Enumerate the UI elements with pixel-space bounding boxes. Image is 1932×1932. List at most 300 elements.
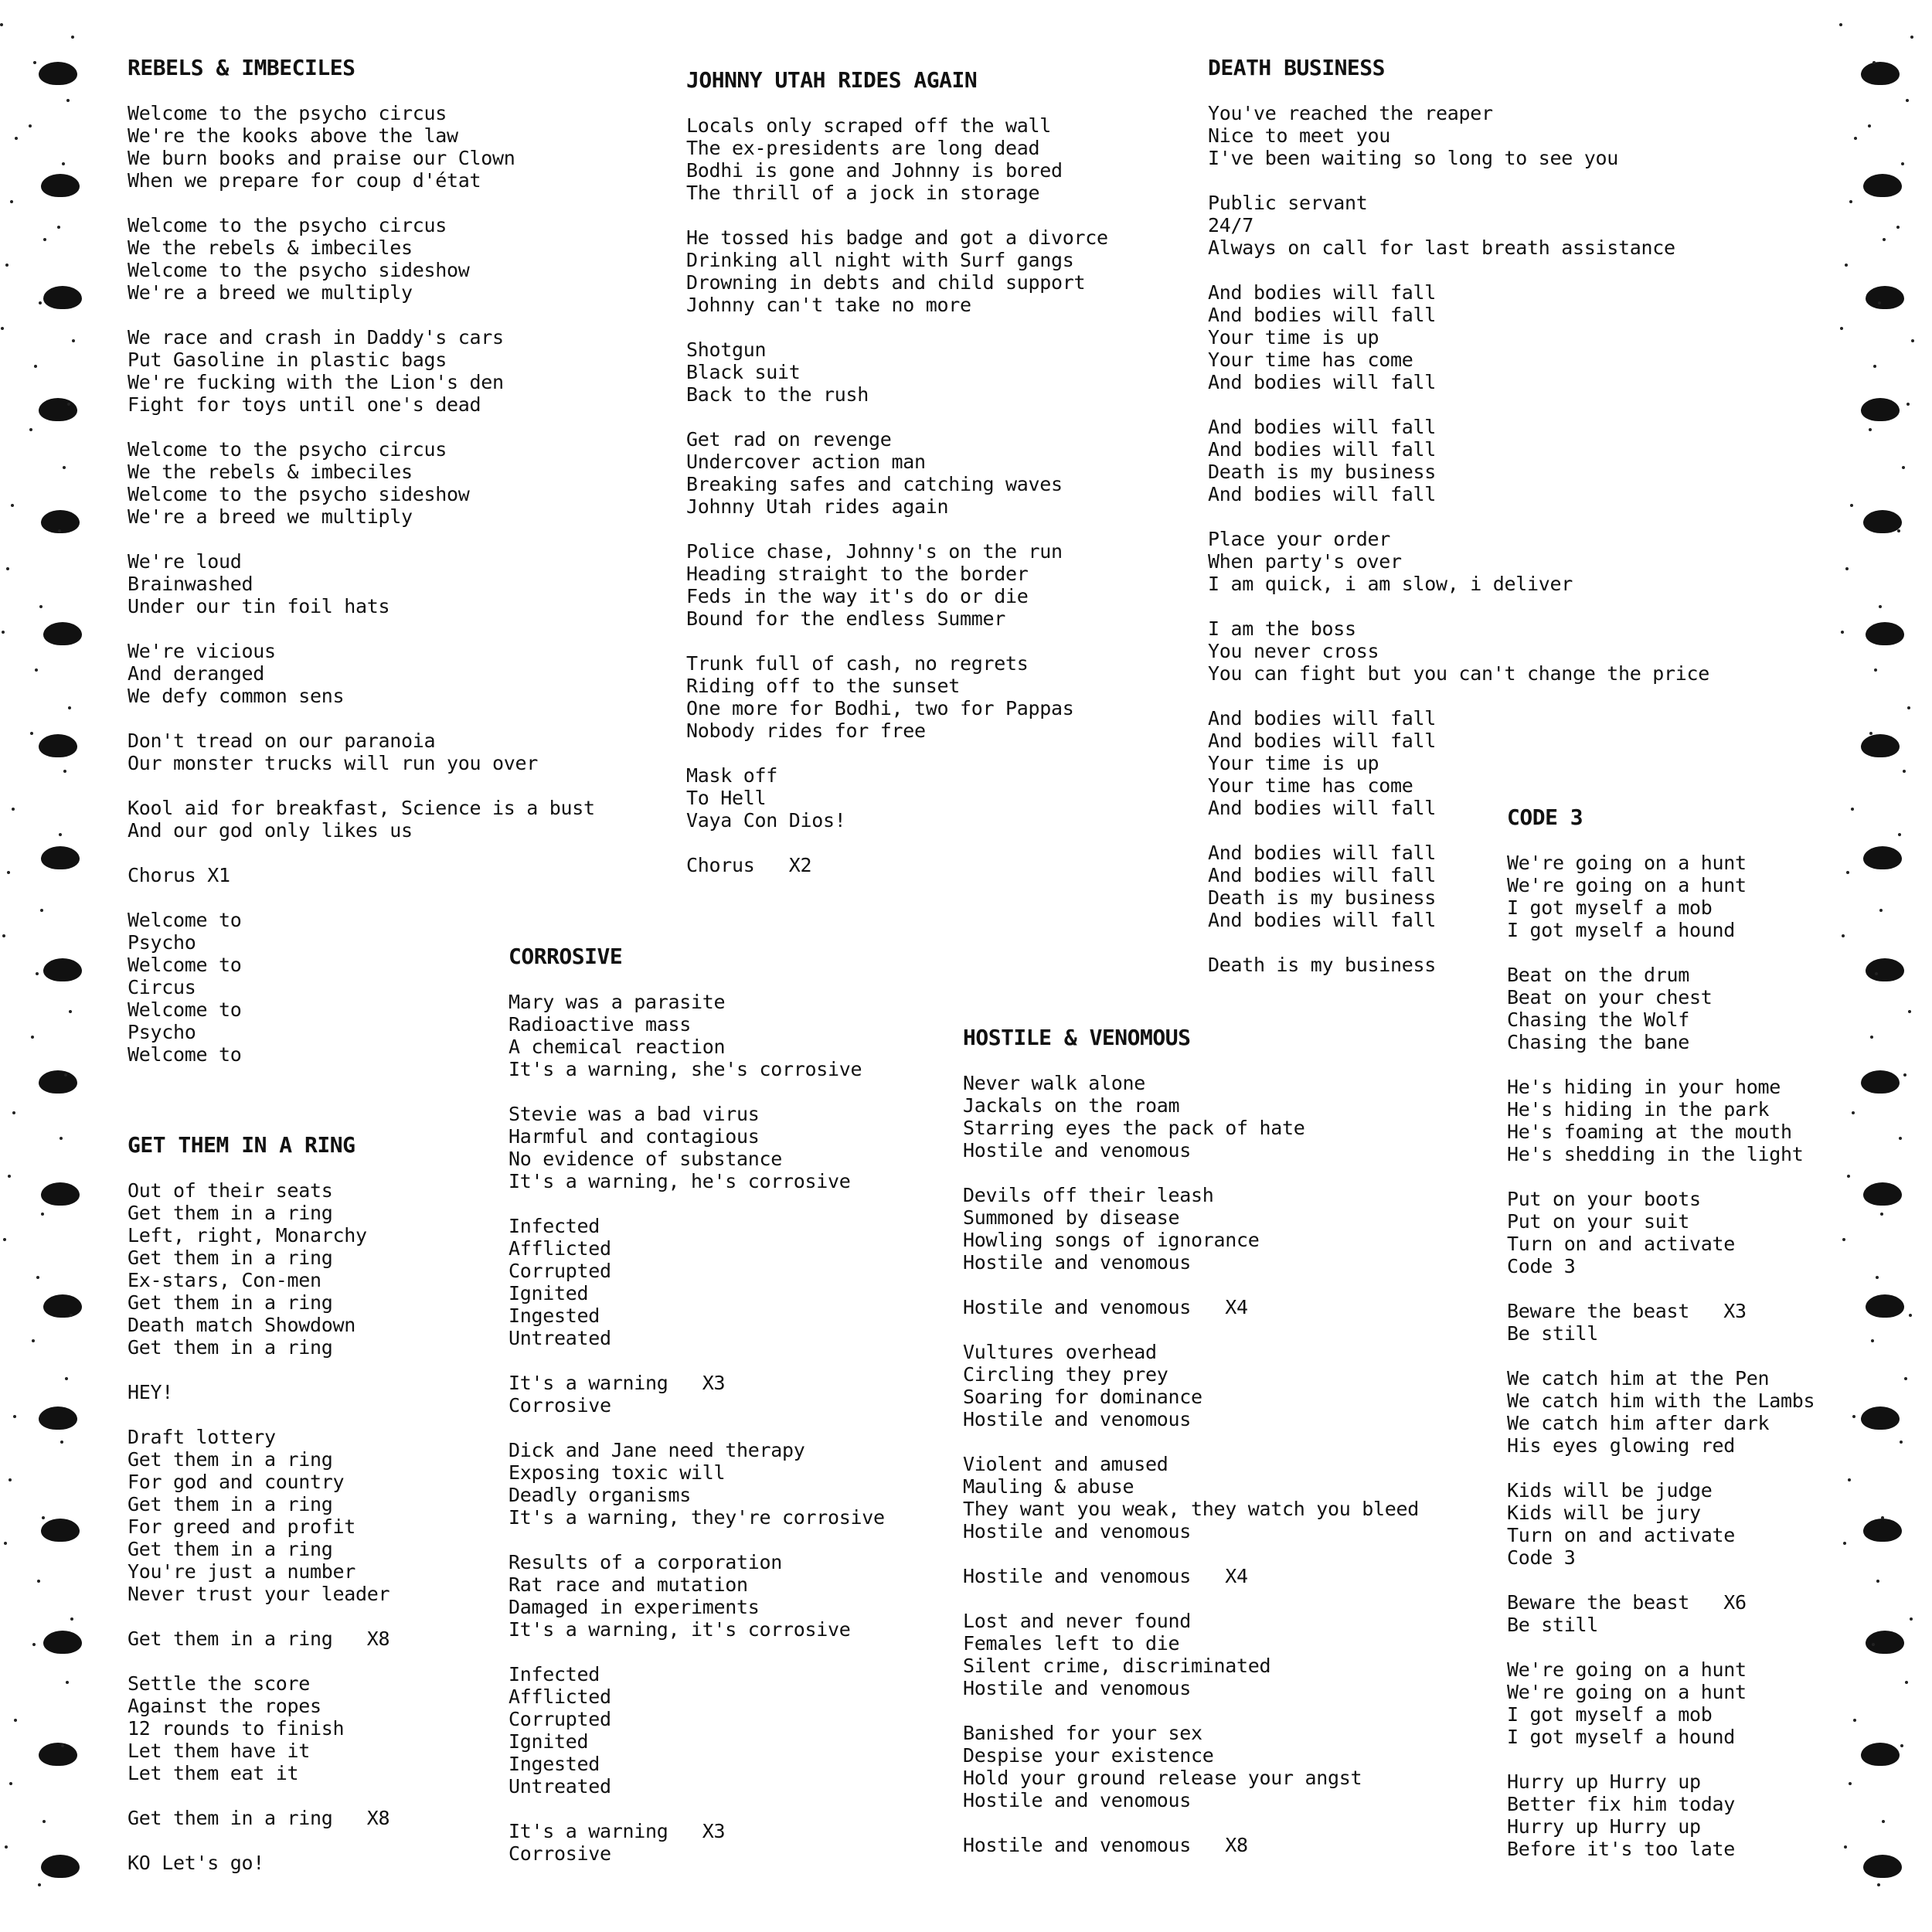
ink-speck: [1849, 200, 1852, 203]
lyric-line: Black suit: [686, 361, 801, 383]
song-title: GET THEM IN A RING: [128, 1132, 355, 1158]
lyric-line: 12 rounds to finish: [128, 1717, 345, 1740]
binder-hole-icon: [41, 1182, 80, 1206]
lyric-line: Psycho: [128, 1021, 196, 1043]
lyric-line: Chorus X2: [686, 854, 812, 876]
ink-speck: [1841, 631, 1844, 634]
lyric-line: Ingested: [509, 1304, 600, 1327]
lyric-line: Get them in a ring: [128, 1202, 333, 1224]
lyric-line: Soaring for dominance: [963, 1386, 1202, 1408]
lyric-line: Better fix him today: [1507, 1793, 1736, 1815]
lyric-line: Our monster trucks will run you over: [128, 752, 539, 774]
lyric-line: We catch him after dark: [1507, 1412, 1770, 1434]
binder-hole-icon: [1866, 958, 1904, 981]
lyric-line: Get them in a ring: [128, 1247, 333, 1269]
lyric-line: It's a warning, they're corrosive: [509, 1506, 885, 1529]
song-rebels-imbeciles: [128, 56, 622, 1088]
lyric-line: And bodies will fall: [1208, 281, 1437, 304]
lyric-line: Hurry up Hurry up: [1507, 1770, 1701, 1793]
binder-hole-icon: [1861, 398, 1900, 421]
lyric-line: Under our tin foil hats: [128, 595, 390, 617]
stanza: [686, 114, 1181, 204]
stanza: [963, 1453, 1458, 1543]
lyric-line: For greed and profit: [128, 1515, 356, 1538]
lyric-line: Chorus X1: [128, 864, 230, 886]
lyric-line: Nobody rides for free: [686, 719, 926, 742]
lyric-line: Corrosive: [509, 1842, 611, 1865]
lyric-line: Howling songs of ignorance: [963, 1229, 1260, 1251]
lyric-line: Never trust your leader: [128, 1583, 390, 1605]
ink-speck: [1, 327, 4, 330]
lyric-line: Welcome to: [128, 954, 242, 976]
lyric-line: Chasing the Wolf: [1507, 1009, 1690, 1031]
ink-speck: [36, 1276, 39, 1279]
lyric-line: Results of a corporation: [509, 1551, 783, 1573]
ink-speck: [1896, 226, 1900, 229]
lyric-line: We're vicious: [128, 640, 276, 662]
ink-speck: [0, 23, 3, 26]
binder-hole-icon: [43, 958, 82, 981]
binder-hole-icon: [1866, 286, 1904, 309]
lyric-line: One more for Bodhi, two for Pappas: [686, 697, 1074, 719]
lyric-line: Before it's too late: [1507, 1838, 1736, 1860]
lyric-line: Hostile and venomous X4: [963, 1565, 1248, 1587]
binder-hole-icon: [1863, 510, 1902, 533]
lyric-line: Kids will be judge: [1507, 1479, 1713, 1502]
lyric-line: Your time is up: [1208, 752, 1379, 774]
lyric-line: We're a breed we multiply: [128, 281, 413, 304]
ink-speck: [15, 137, 18, 140]
ink-speck: [1850, 504, 1853, 507]
ink-speck: [63, 770, 66, 773]
right-binder-holes: [1839, 0, 1932, 1932]
binder-hole-icon: [43, 1631, 82, 1654]
lyric-line: Out of their seats: [128, 1179, 333, 1202]
lyric-line: I am the boss: [1208, 617, 1356, 640]
ink-speck: [33, 61, 36, 64]
lyric-line: Hostile and venomous: [963, 1251, 1192, 1274]
stanza: [1208, 617, 1764, 685]
ink-speck: [11, 504, 14, 507]
lyric-line: Exposing toxic will: [509, 1461, 726, 1484]
ink-speck: [59, 833, 62, 836]
stanza: [1507, 1479, 1847, 1569]
lyric-line: We burn books and praise our Clown: [128, 147, 515, 169]
ink-speck: [6, 567, 9, 570]
binder-hole-icon: [41, 174, 80, 197]
ink-speck: [66, 99, 70, 102]
stanza: [686, 428, 1181, 518]
ink-speck: [37, 1580, 40, 1583]
ink-speck: [1851, 808, 1854, 811]
lyric-line: Your time has come: [1208, 774, 1413, 797]
lyric-line: Beat on your chest: [1507, 986, 1713, 1009]
ink-speck: [40, 909, 43, 912]
ink-speck: [1848, 1478, 1851, 1481]
lyric-line: Banished for your sex: [963, 1722, 1202, 1744]
ink-speck: [60, 1440, 63, 1444]
ink-speck: [35, 668, 38, 672]
ink-speck: [1883, 238, 1886, 241]
lyric-line: Harmful and contagious: [509, 1125, 760, 1148]
lyric-line: Hostile and venomous: [963, 1139, 1192, 1162]
lyric-line: KO Let's go!: [128, 1852, 265, 1874]
lyric-line: Brainwashed: [128, 573, 253, 595]
ink-speck: [57, 226, 60, 229]
lyric-line: Undercover action man: [686, 451, 926, 473]
lyric-line: Shotgun: [686, 338, 767, 361]
lyric-line: Hostile and venomous: [963, 1789, 1192, 1811]
binder-hole-icon: [41, 846, 80, 869]
lyric-line: Get them in a ring: [128, 1493, 333, 1515]
lyric-line: Police chase, Johnny's on the run: [686, 540, 1063, 563]
lyric-line: You can fight but you can't change the price: [1208, 662, 1710, 685]
lyric-line: Death is my business: [1208, 886, 1437, 909]
ink-speck: [12, 1111, 15, 1114]
lyric-line: Hostile and venomous X4: [963, 1296, 1248, 1318]
lyric-line: Welcome to the psycho sideshow: [128, 483, 470, 505]
binder-hole-icon: [1861, 734, 1900, 757]
ink-speck: [12, 808, 15, 811]
binder-hole-icon: [1863, 846, 1902, 869]
stanza: [128, 797, 622, 842]
lyric-line: Settle the score: [128, 1672, 311, 1695]
ink-speck: [1910, 1617, 1913, 1621]
song-code-3: [1507, 805, 1847, 1883]
ink-speck: [36, 972, 39, 975]
ink-speck: [30, 732, 33, 735]
lyric-line: Violent and amused: [963, 1453, 1168, 1475]
lyric-line: We catch him at the Pen: [1507, 1367, 1770, 1389]
lyric-line: Welcome to the psycho circus: [128, 102, 447, 124]
ink-speck: [9, 1478, 12, 1481]
ink-speck: [2, 934, 5, 937]
ink-speck: [1878, 301, 1881, 304]
stanza: [1208, 281, 1764, 393]
lyric-line: A chemical reaction: [509, 1036, 726, 1058]
lyric-line: Your time is up: [1208, 326, 1379, 349]
stanza: [1507, 852, 1847, 941]
lyric-line: You never cross: [1208, 640, 1379, 662]
stanza: [1507, 1300, 1847, 1345]
song-title: HOSTILE & VENOMOUS: [963, 1025, 1191, 1050]
ink-speck: [65, 1377, 68, 1380]
lyric-line: Welcome to the psycho circus: [128, 214, 447, 236]
lyric-line: For god and country: [128, 1471, 345, 1493]
ink-speck: [69, 1010, 72, 1013]
lyric-line: Beat on the drum: [1507, 964, 1690, 986]
lyric-line: Place your order: [1208, 528, 1391, 550]
lyric-line: And bodies will fall: [1208, 730, 1437, 752]
lyric-line: We're going on a hunt: [1507, 1681, 1747, 1703]
song-title: CORROSIVE: [509, 944, 623, 969]
lyric-line: Dick and Jane need therapy: [509, 1439, 805, 1461]
lyric-line: Feds in the way it's do or die: [686, 585, 1029, 607]
stanza: [963, 1722, 1458, 1811]
lyric-line: Damaged in experiments: [509, 1596, 760, 1618]
lyric-line: We're fucking with the Lion's den: [128, 371, 504, 393]
lyric-line: His eyes glowing red: [1507, 1434, 1736, 1457]
stanza: [509, 1103, 1003, 1192]
ink-speck: [29, 124, 32, 128]
lyric-line: Corrosive: [509, 1394, 611, 1417]
lyric-line: It's a warning X3: [509, 1820, 726, 1842]
binder-hole-icon: [1863, 1182, 1902, 1206]
stanza: [686, 764, 1181, 832]
lyric-line: Code 3: [1507, 1546, 1576, 1569]
ink-speck: [1872, 1643, 1875, 1646]
lyric-line: Hostile and venomous: [963, 1408, 1192, 1430]
lyric-line: Untreated: [509, 1327, 611, 1349]
lyric-line: Welcome to: [128, 909, 242, 931]
lyric-line: Welcome to the psycho circus: [128, 438, 447, 461]
ink-speck: [1897, 529, 1900, 532]
lyric-line: Be still: [1507, 1614, 1599, 1636]
stanza: [686, 338, 1181, 406]
lyric-line: It's a warning, he's corrosive: [509, 1170, 851, 1192]
ink-speck: [1903, 770, 1906, 773]
ink-speck: [72, 339, 75, 342]
lyric-line: And bodies will fall: [1208, 438, 1437, 461]
binder-hole-icon: [1866, 1294, 1904, 1318]
binder-hole-icon: [39, 1070, 77, 1094]
lyric-line: Afflicted: [509, 1685, 611, 1708]
ink-speck: [2, 631, 5, 634]
lyric-line: Code 3: [1507, 1255, 1576, 1277]
lyric-line: Circling they prey: [963, 1363, 1168, 1386]
lyric-line: He's shedding in the light: [1507, 1143, 1804, 1165]
lyric-line: It's a warning, it's corrosive: [509, 1618, 851, 1641]
stanza: [1507, 1367, 1847, 1457]
binder-hole-icon: [43, 1294, 82, 1318]
lyric-line: Draft lottery: [128, 1426, 276, 1448]
ink-speck: [13, 1415, 16, 1418]
lyric-line: Psycho: [128, 931, 196, 954]
stanza: [963, 1072, 1458, 1162]
ink-speck: [64, 1073, 67, 1077]
song-title: REBELS & IMBECILES: [128, 55, 355, 80]
ink-speck: [1881, 1516, 1884, 1519]
stanza: [128, 730, 622, 774]
lyric-line: Turn on and activate: [1507, 1524, 1736, 1546]
ink-speck: [66, 1681, 69, 1684]
binder-hole-icon: [39, 398, 77, 421]
lyric-line: Get rad on revenge: [686, 428, 892, 451]
ink-speck: [39, 605, 43, 608]
ink-speck: [1845, 567, 1849, 570]
lyric-line: Stevie was a bad virus: [509, 1103, 760, 1125]
ink-speck: [1852, 1111, 1855, 1114]
ink-speck: [67, 403, 70, 406]
lyric-line: Beware the beast X3: [1507, 1300, 1747, 1322]
lyric-line: No evidence of substance: [509, 1148, 783, 1170]
lyric-line: You've reached the reaper: [1208, 102, 1493, 124]
song-title: JOHNNY UTAH RIDES AGAIN: [686, 67, 978, 93]
lyric-line: Get them in a ring: [128, 1538, 333, 1560]
ink-speck: [39, 301, 42, 304]
lyric-line: Jackals on the roam: [963, 1094, 1180, 1117]
lyric-line: Let them eat it: [128, 1762, 299, 1784]
lyric-line: Rat race and mutation: [509, 1573, 748, 1596]
binder-hole-icon: [39, 1406, 77, 1430]
ink-speck: [58, 529, 61, 532]
lyric-line: The thrill of a jock in storage: [686, 182, 1040, 204]
ink-speck: [4, 1542, 7, 1545]
ink-speck: [38, 1883, 41, 1886]
lyric-line: We the rebels & imbeciles: [128, 461, 413, 483]
lyric-line: Death is my business: [1208, 461, 1437, 483]
stanza: [1507, 1591, 1847, 1636]
lyric-line: Hostile and venomous: [963, 1677, 1192, 1699]
lyric-line: Welcome to the psycho sideshow: [128, 259, 470, 281]
binder-hole-icon: [1866, 622, 1904, 645]
lyric-line: Mauling & abuse: [963, 1475, 1134, 1498]
lyric-line: And our god only likes us: [128, 819, 413, 842]
ink-speck: [63, 466, 66, 469]
stanza: [1507, 1188, 1847, 1277]
lyric-line: Breaking safes and catching waves: [686, 473, 1063, 495]
ink-speck: [1869, 732, 1872, 735]
ink-speck: [1880, 1213, 1883, 1216]
stanza: [509, 1820, 1003, 1865]
lyric-line: We race and crash in Daddy's cars: [128, 326, 504, 349]
ink-speck: [43, 238, 46, 241]
lyric-line: Put on your suit: [1507, 1210, 1690, 1233]
stanza: [1507, 1076, 1847, 1165]
lyric-line: Get them in a ring X8: [128, 1807, 390, 1829]
ink-speck: [70, 1314, 73, 1317]
song-hostile-venomous: [963, 1026, 1458, 1879]
lyric-line: And bodies will fall: [1208, 707, 1437, 730]
lyric-line: And bodies will fall: [1208, 797, 1437, 819]
ink-speck: [60, 1137, 63, 1140]
binder-hole-icon: [1863, 1855, 1902, 1878]
lyric-line: Vaya Con Dios!: [686, 809, 846, 832]
ink-speck: [1899, 1137, 1902, 1140]
song-title: DEATH BUSINESS: [1208, 55, 1386, 80]
ink-speck: [1854, 137, 1857, 140]
lyric-line: We're going on a hunt: [1507, 874, 1747, 896]
stanza: [1208, 416, 1764, 505]
lyric-line: Untreated: [509, 1775, 611, 1798]
lyric-line: And bodies will fall: [1208, 416, 1437, 438]
lyric-line: We're going on a hunt: [1507, 1658, 1747, 1681]
lyric-line: To Hell: [686, 787, 767, 809]
binder-hole-icon: [43, 286, 82, 309]
ink-speck: [5, 264, 9, 267]
lyric-line: Trunk full of cash, no regrets: [686, 652, 1029, 675]
stanza: [686, 652, 1181, 742]
stanza: [509, 1215, 1003, 1349]
lyric-line: Ignited: [509, 1282, 589, 1304]
ink-speck: [29, 428, 32, 431]
lyric-line: Get them in a ring X8: [128, 1628, 390, 1650]
stanza: [1507, 1658, 1847, 1748]
ink-speck: [8, 1175, 11, 1178]
lyric-line: Devils off their leash: [963, 1184, 1214, 1206]
song-corrosive: [509, 944, 1003, 1887]
binder-hole-icon: [41, 1855, 80, 1878]
lyric-line: Johnny Utah rides again: [686, 495, 949, 518]
ink-speck: [7, 871, 10, 874]
lyric-line: Fight for toys until one's dead: [128, 393, 481, 416]
lyric-line: We catch him with the Lambs: [1507, 1389, 1815, 1412]
lyric-line: And bodies will fall: [1208, 864, 1437, 886]
lyric-line: Beware the beast X6: [1507, 1591, 1747, 1614]
lyric-line: Death match Showdown: [128, 1314, 356, 1336]
ink-speck: [1900, 1440, 1903, 1444]
binder-hole-icon: [39, 62, 77, 85]
lyric-line: We're a breed we multiply: [128, 505, 413, 528]
ink-speck: [1904, 1377, 1907, 1380]
lyric-line: Despise your existence: [963, 1744, 1214, 1767]
ink-speck: [1853, 1719, 1856, 1722]
stanza: [128, 640, 622, 707]
ink-speck: [1876, 1276, 1879, 1279]
binder-hole-icon: [1863, 174, 1902, 197]
lyric-line: Left, right, Monarchy: [128, 1224, 367, 1247]
lyric-line: I've been waiting so long to see you: [1208, 147, 1619, 169]
lyric-line: Corrupted: [509, 1260, 611, 1282]
stanza: [1507, 1770, 1847, 1860]
lyric-line: Mary was a parasite: [509, 991, 726, 1013]
lyric-line: And bodies will fall: [1208, 909, 1437, 931]
lyric-line: Infected: [509, 1215, 600, 1237]
lyric-line: Public servant: [1208, 192, 1368, 214]
lyric-line: He's foaming at the mouth: [1507, 1121, 1792, 1143]
binder-hole-icon: [1861, 1743, 1900, 1766]
lyric-line: Put Gasoline in plastic bags: [128, 349, 447, 371]
lyric-line: Get them in a ring: [128, 1291, 333, 1314]
stanza: [128, 214, 622, 304]
lyric-line: Turn on and activate: [1507, 1233, 1736, 1255]
lyric-line: Bound for the endless Summer: [686, 607, 1006, 630]
ink-speck: [62, 162, 65, 165]
binder-hole-icon: [1863, 1519, 1902, 1542]
stanza: [509, 1551, 1003, 1641]
lyric-line: We're the kooks above the law: [128, 124, 458, 147]
ink-speck: [1869, 428, 1872, 431]
ink-speck: [34, 365, 37, 368]
lyric-line: Summoned by disease: [963, 1206, 1180, 1229]
lyric-line: The ex-presidents are long dead: [686, 137, 1040, 159]
ink-speck: [1905, 1681, 1908, 1684]
lyric-line: Hurry up Hurry up: [1507, 1815, 1701, 1838]
ink-speck: [1873, 365, 1876, 368]
binder-hole-icon: [39, 734, 77, 757]
lyric-line: And bodies will fall: [1208, 304, 1437, 326]
ink-speck: [1898, 833, 1901, 836]
ink-speck: [1840, 327, 1843, 330]
lyric-line: 24/7: [1208, 214, 1254, 236]
ink-speck: [1901, 162, 1904, 165]
lyric-line: We're loud: [128, 550, 242, 573]
lyric-line: Nice to meet you: [1208, 124, 1391, 147]
ink-speck: [70, 1617, 73, 1621]
lyric-line: Get them in a ring: [128, 1448, 333, 1471]
ink-speck: [1910, 36, 1913, 39]
lyric-line: Kids will be jury: [1507, 1502, 1701, 1524]
lyric-line: Drowning in debts and child support: [686, 271, 1086, 294]
ink-speck: [71, 36, 74, 39]
lyric-line: HEY!: [128, 1381, 174, 1403]
lyric-line: I got myself a hound: [1507, 919, 1736, 941]
lyric-line: Welcome to: [128, 998, 242, 1021]
ink-speck: [1900, 1744, 1903, 1747]
lyric-line: When we prepare for coup d'état: [128, 169, 481, 192]
binder-hole-icon: [1861, 1406, 1900, 1430]
stanza: [963, 1610, 1458, 1699]
